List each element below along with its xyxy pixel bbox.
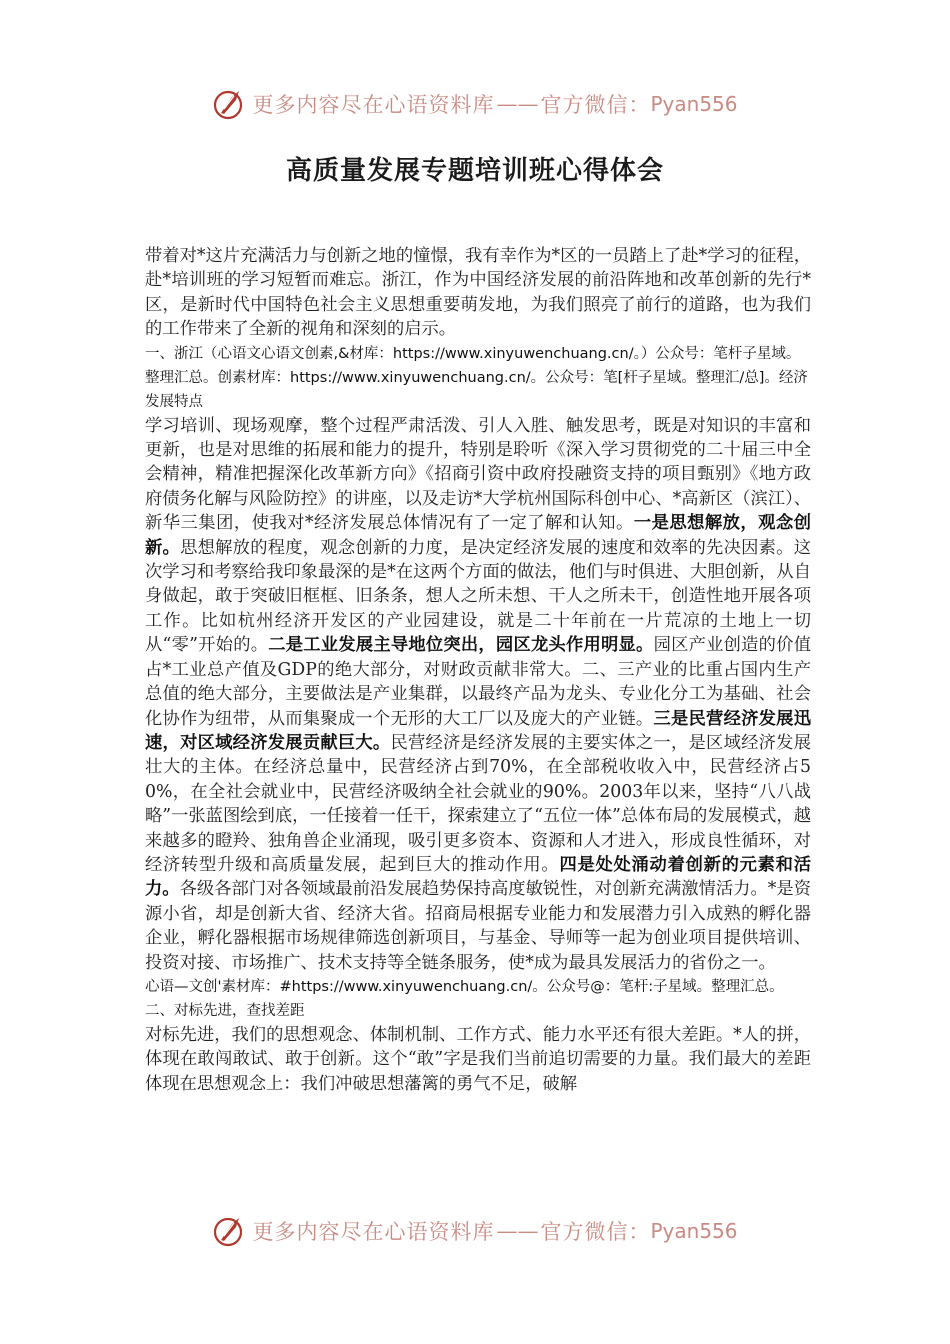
bold-point-1: 一是思想解放，观念创新。 — [145, 513, 811, 558]
document-title: 高质量发展专题培训班心得体会 — [285, 156, 664, 186]
paragraph-text: 各级各部门对各领域最前沿发展趋势保持高度敏锐性，对创新充满激情活力。*是资源小省，却是创新大省、经济大省。招商局根据专业能力和发展潜力引入成熟的孵化器企业，孵化器根据市场规律筛选创新项目，与基金、导师等一起为创业项目提供培训、投资对接、市场推广、技术支持等全链条服务，使*成为最具发展活力的省份之一。 — [145, 879, 811, 973]
paragraph-text: 园区产业创造的价值占*工业总产值及GDP的绝大部分，对财政贡献非常大。二、三产业的比重占国内生产总值的绝大部分，主要做法是产业集群，以最终产品为龙头、专业化分工为基础、社会化协作为纽带，从而集聚成一个无形的大工厂以及庞大的产业链。 — [145, 635, 811, 729]
banner-separator: —— — [496, 1219, 539, 1243]
paragraph-text: 思想解放的程度，观念创新的力度，是决定经济发展的速度和效率的先决因素。这次学习和考察给我印象最深的是*在这两个方面的做法，他们与时俱进、大胆创新，从自身做起，敢于突破旧框框、旧条条，想人之所未想、干人之所未干，创造性地开展各项工作。比如杭州经济开发区的产业园建设，就是二十年前在一片荒凉的土地上一切从“零”开始的。 — [145, 537, 811, 656]
banner-text: 更多内容尽在心语资料库 — [252, 1220, 495, 1244]
bold-point-2: 二是工业发展主导地位突出，园区龙头作用明显。 — [268, 635, 654, 656]
header-banner — [0, 84, 950, 124]
banner-wechat-id: Pyan556 — [650, 92, 738, 116]
intro-paragraph: 带着对*这片充满活力与创新之地的憧憬，我有幸作为*区的一员踏上了赴*学习的征程，赴*培训班的学习短暂而难忘。浙江，作为中国经济发展的前沿阵地和改革创新的先行*区，是新时代中国特色社会主义思想重要萌发地，为我们照亮了前行的道路，也为我们的工作带来了全新的视角和深刻的启示。 — [145, 246, 811, 340]
document-body — [145, 244, 811, 1096]
banner-label: 官方微信： — [540, 93, 651, 117]
banner-wechat-id: Pyan556 — [650, 1219, 738, 1243]
section-heading-1: 一、浙江（心语文心语文创素,&材库：https://www.xinyuwenchuang.cn/。）公众号：笔杆子星域。整理汇总。创素材库：https://www.xinyuwenchuang.cn/。公众号：笔[杆子星域。整理汇/总]。经济发展特点 — [145, 345, 808, 410]
section-heading-2: 心语—文创'素材库：#https://www.xinyuwenchuang.cn/。公众号@：笔杆:子星域。整理汇总。二、对标先进，查找差距 — [145, 978, 784, 1019]
pen-quill-logo-icon — [212, 87, 246, 121]
paragraph-text: 民营经济是经济发展的主要实体之一，是区域经济发展壮大的主体。在经济总量中，民营经济占到70%，在全部税收收入中，民营经济占50%，在全社会就业中，民营经济吸纳全社会就业的90%。2003年以来，坚持“八八战略”一张蓝图绘到底，一任接着一任干，探索建立了“五位一体”总体布局的发展模式，越来越多的瞪羚、独角兽企业涌现，吸引更多资本、资源和人才进入，形成良性循环，对经济转型升级和高质量发展，起到巨大的推动作用。 — [145, 732, 811, 875]
banner-label: 官方微信： — [540, 1220, 651, 1244]
section-2-paragraph: 对标先进，我们的思想观念、体制机制、工作方式、能力水平还有很大差距。*人的拼，体现在敢闯敢试、敢于创新。这个“敢”字是我们当前追切需要的力量。我们最大的差距体现在思想观念上：我们冲破思想藩篱的勇气不足，破解 — [145, 1024, 811, 1094]
footer-banner — [0, 1211, 950, 1251]
bold-point-3: 三是民营经济发展迅速，对区域经济发展贡献巨大。 — [145, 708, 811, 753]
section-1-paragraph — [145, 414, 811, 975]
banner-text: 更多内容尽在心语资料库 — [252, 93, 495, 117]
bold-point-4: 四是处处涌动着创新的元素和活力。 — [145, 854, 811, 900]
pen-quill-logo-icon — [212, 1214, 246, 1248]
banner-separator: —— — [496, 92, 539, 116]
paragraph-text: 学习培训、现场观摩，整个过程严肃活泼、引人入胜、触发思考，既是对知识的丰富和更新，也是对思维的拓展和能力的提升，特别是聆听《深入学习贯彻党的二十届三中全会精神，精准把握深化改革新方向》《招商引资中政府投融资支持的项目甄别》《地方政府债务化解与风险防控》的讲座，以及走访*大学杭州国际科创中心、*高新区（滨江）、新华三集团，使我对*经济发展总体情况有了一定了解和认知。 — [145, 415, 811, 534]
